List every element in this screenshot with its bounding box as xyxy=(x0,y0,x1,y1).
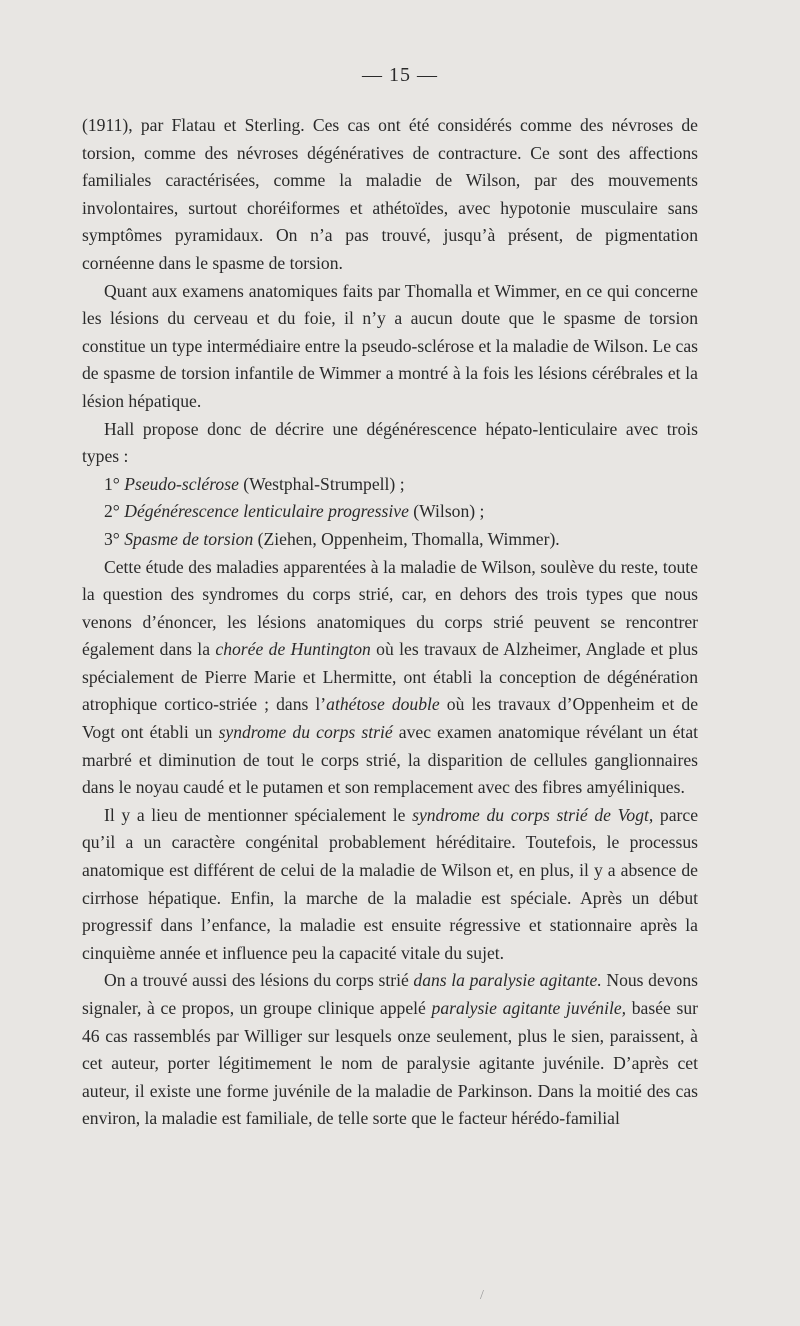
paragraph: On a trouvé aussi des lésions du corps strié dans la paralysie agitante. Nous devons signaler, à ce propos, un groupe clinique appelé paralysie agitante juvénile, basée sur 46 cas rassemblés par Williger sur lesquels onze seulement, plus le sien, paraissent, à cet auteur, porter légitimement le nom de paralysie agitante juvénile. D’après cet auteur, il existe une forme juvénile de la maladie de Parkinson. Dans la moitié des cas environ, la maladie est familiale, de telle sorte que le facteur hérédo-familial xyxy=(82,970,699,1129)
paragraph: Il y a lieu de mentionner spécialement le syndrome du corps strié de Vogt, parce qu’il a un caractère congénital probablement héréditaire. Toutefois, le processus anatomique est différent de celui de la maladie de Wilson et, en plus, il y a absence de cirrhose hépatique. Enfin, la marche de la maladie est spéciale. Après un début progressif dans l’enfance, la maladie est ensuite régressive et stationnaire après la cinquième année et influence peu la capacité vitale du sujet. xyxy=(82,804,699,963)
page-number: — 15 — xyxy=(362,64,438,86)
footer-mark: / xyxy=(480,1288,484,1303)
paragraph: (1911), par Flatau et Sterling. Ces cas ont été considérés comme des névroses de torsion, comme des névroses dégénératives de contracture. Ce sont des affections familiales caractérisées, comme la maladie de Wilson, par des mouvements involontaires, surtout choréiformes et athétoïdes, avec hypotonie musculaire sans symptômes pyramidaux. On n’a pas trouvé, jusqu’à présent, de pigmentation cornéenne dans le spasme de torsion. xyxy=(82,115,698,273)
list-item: 3° Spasme de torsion (Ziehen, Oppenheim, Thomalla, Wimmer). xyxy=(104,528,560,549)
paragraph: Cette étude des maladies apparentées à la maladie de Wilson, soulève du reste, toute la question des syndromes du corps strié, car, en dehors des trois types que nous venons d’énoncer, les lésions anatomiques du corps strié peuvent se rencontrer également dans la chorée de Huntington où les travaux de Alzheimer, Anglade et plus spécialement de Pierre Marie et Lhermitte, ont établi la conception de dégénération atrophique cortico-striée ; dans l’athétose double où les travaux d’Oppenheim et de Vogt ont établi un syndrome du corps strié avec examen anatomique révélant un état marbré et diminution de tout le corps strié, la disparition de cellules ganglionnaires dans le noyau caudé et le putamen et son remplacement avec des fibres amyéliniques. xyxy=(82,556,699,798)
list-item: 1° Pseudo-sclérose (Westphal-Strumpell) ; xyxy=(104,473,405,494)
paragraph: Hall propose donc de décrire une dégénérescence hépato-lenticulaire avec trois types : xyxy=(82,418,698,467)
list-item: 2° Dégénérescence lenticulaire progressive (Wilson) ; xyxy=(104,501,485,522)
paragraph: Quant aux examens anatomiques faits par Thomalla et Wimmer, en ce qui concerne les lésions du cerveau et du foie, il n’y a aucun doute que le spasme de torsion constitue un type intermédiaire entre la pseudo-sclérose et la maladie de Wilson. Le cas de spasme de torsion infantile de Wimmer a montré à la fois les lésions cérébrales et la lésion hépatique. xyxy=(82,280,698,411)
body-text xyxy=(82,112,698,1133)
